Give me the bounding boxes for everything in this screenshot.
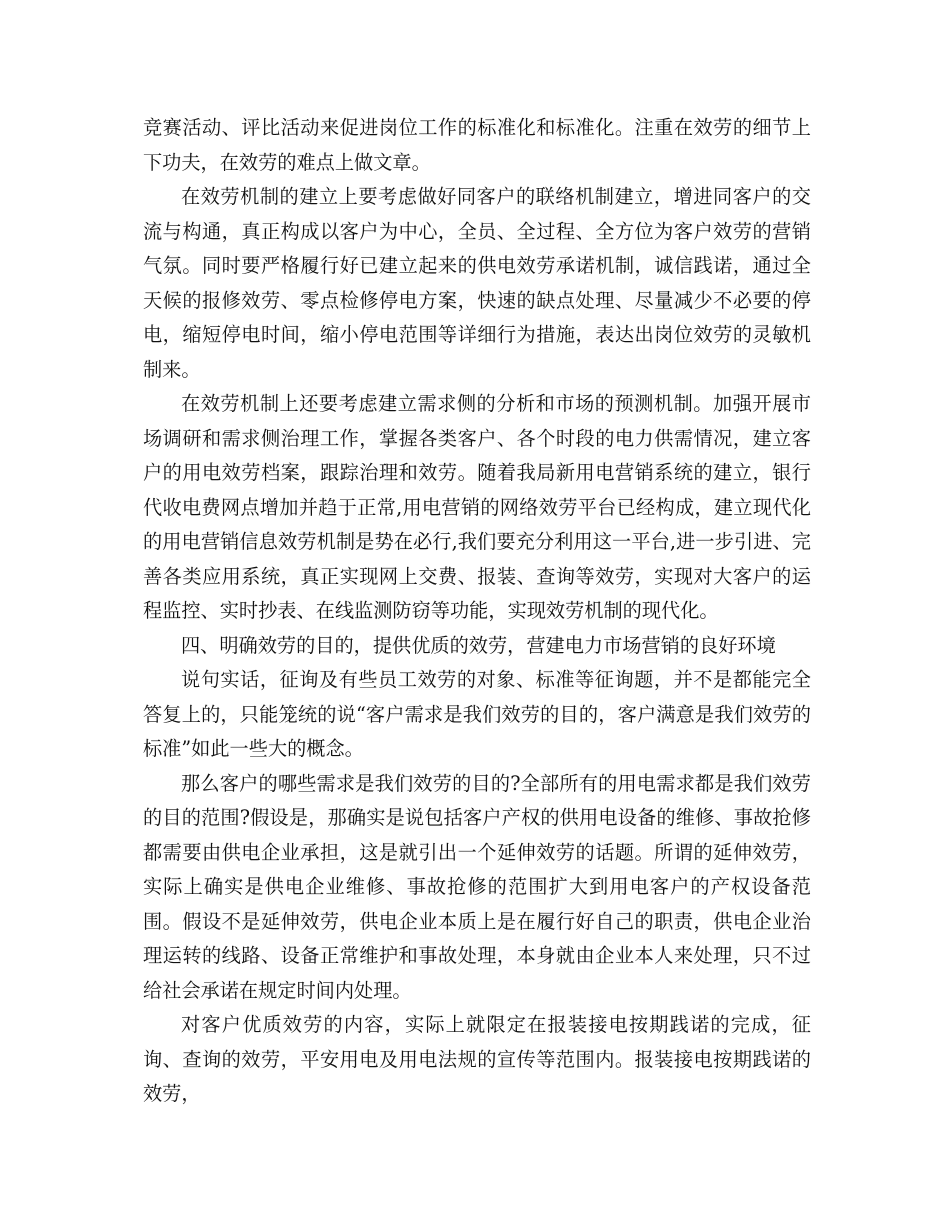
- section-heading-4: 四、明确效劳的目的，提供优质的效劳，营建电力市场营销的良好环境: [181, 633, 776, 657]
- paragraph-1: 竞赛活动、评比活动来促进岗位工作的标准化和标准化。注重在效劳的细节上下功夫，在效劳的难点上做文章。: [143, 116, 811, 174]
- paragraph-5: 说句实话，征询及有些员工效劳的对象、标准等征询题，并不是都能完全答复上的，只能笼统的说“客户需求是我们效劳的目的，客户满意是我们效劳的标准”如此一些大的概念。: [143, 668, 811, 760]
- paragraph-2: 在效劳机制的建立上要考虑做好同客户的联络机制建立，增进同客户的交流与构通，真正构成以客户为中心，全员、全过程、全方位为客户效劳的营销气氛。同时要严格履行好已建立起来的供电效劳承诺机制，诚信践诺，通过全天候的报修效劳、零点检修停电方案，快速的缺点处理、尽量减少不必要的停电，缩短停电时间，缩小停电范围等详细行为措施，表达出岗位效劳的灵敏机制来。: [143, 185, 811, 381]
- document-body: [143, 111, 811, 1112]
- paragraph-3: 在效劳机制上还要考虑建立需求侧的分析和市场的预测机制。加强开展市场调研和需求侧治理工作，掌握各类客户、各个时段的电力供需情况，建立客户的用电效劳档案，跟踪治理和效劳。随着我局新用电营销系统的建立，银行代收电费网点增加并趋于正常,用电营销的网络效劳平台已经构成，建立现代化的用电营销信息效劳机制是势在必行,我们要充分利用这一平台,进一步引进、完善各类应用系统，真正实现网上交费、报装、查询等效劳，实现对大客户的运程监控、实时抄表、在线监测防窃等功能，实现效劳机制的现代化。: [143, 392, 811, 622]
- paragraph-7: 对客户优质效劳的内容，实际上就限定在报装接电按期践诺的完成，征询、查询的效劳，平安用电及用电法规的宣传等范围内。报装接电按期践诺的效劳，: [143, 1013, 811, 1105]
- paragraph-6: 那么客户的哪些需求是我们效劳的目的?全部所有的用电需求都是我们效劳的目的范围?假设是，那确实是说包括客户产权的供用电设备的维修、事故抢修都需要由供电企业承担，这是就引出一个延伸效劳的话题。所谓的延伸效劳，实际上确实是供电企业维修、事故抢修的范围扩大到用电客户的产权设备范围。假设不是延伸效劳，供电企业本质上是在履行好自己的职责，供电企业治理运转的线路、设备正常维护和事故处理，本身就由企业本人来处理，只不过给社会承诺在规定时间内处理。: [143, 771, 811, 1002]
